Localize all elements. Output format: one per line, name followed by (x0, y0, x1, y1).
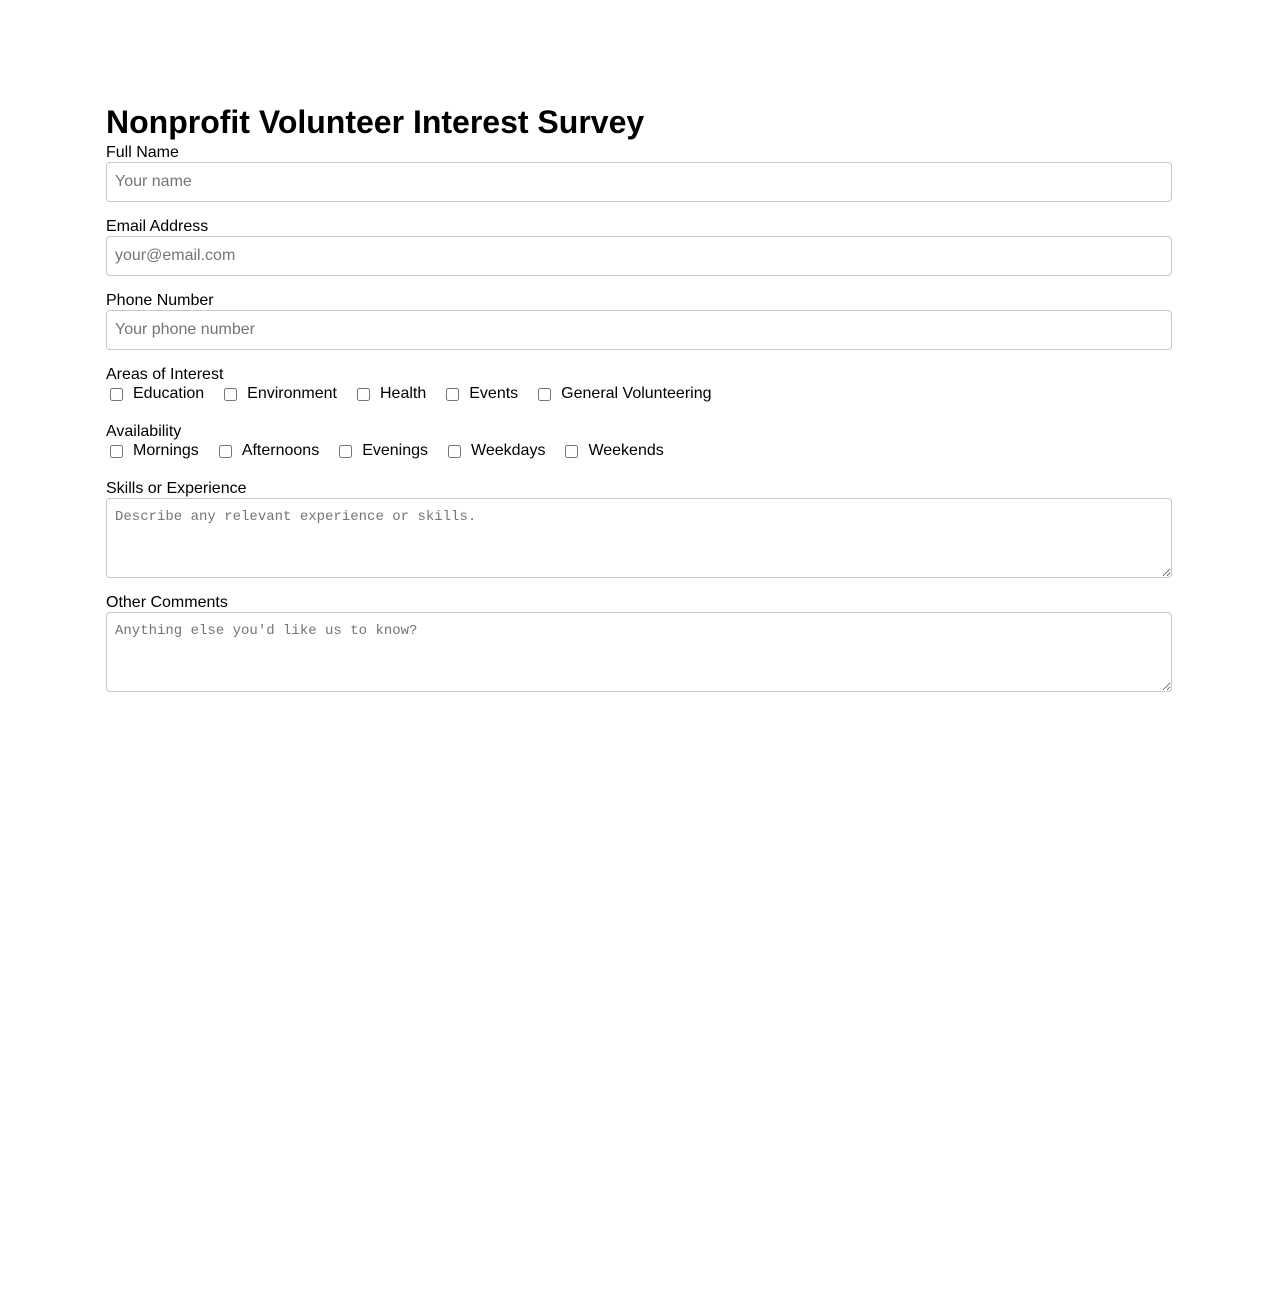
email-group (106, 218, 1172, 276)
skills-label: Skills or Experience (106, 480, 247, 497)
availability-weekends[interactable] (561, 442, 663, 460)
volunteer-survey-form (106, 144, 1172, 692)
interest-environment-label: Environment (247, 385, 337, 402)
interests-label: Areas of Interest (106, 366, 224, 383)
availability-label: Availability (106, 423, 182, 440)
availability-weekdays-checkbox[interactable] (448, 445, 461, 458)
interest-education-checkbox[interactable] (110, 388, 123, 401)
page-title: Nonprofit Volunteer Interest Survey (106, 104, 645, 140)
phone-input[interactable] (106, 310, 1172, 350)
availability-afternoons[interactable] (215, 442, 319, 460)
availability-weekends-checkbox[interactable] (565, 445, 578, 458)
skills-textarea[interactable] (106, 498, 1172, 578)
full-name-input[interactable] (106, 162, 1172, 202)
interest-health-checkbox[interactable] (357, 388, 370, 401)
availability-evenings-checkbox[interactable] (339, 445, 352, 458)
phone-label: Phone Number (106, 292, 214, 309)
comments-textarea[interactable] (106, 612, 1172, 692)
email-label: Email Address (106, 218, 209, 235)
interests-group (106, 366, 1172, 404)
email-input[interactable] (106, 236, 1172, 276)
availability-evenings-label: Evenings (362, 442, 429, 459)
availability-evenings[interactable] (335, 442, 428, 460)
comments-group (106, 594, 1172, 692)
availability-mornings[interactable] (106, 442, 199, 460)
availability-weekdays-label: Weekdays (471, 442, 546, 459)
interest-education-label: Education (133, 385, 205, 402)
interest-events-label: Events (469, 385, 519, 402)
interest-events-checkbox[interactable] (446, 388, 459, 401)
availability-afternoons-label: Afternoons (241, 442, 320, 459)
interest-events[interactable] (442, 385, 518, 403)
interests-options (106, 384, 1172, 404)
interest-general-volunteering-checkbox[interactable] (538, 388, 551, 401)
availability-weekends-label: Weekends (588, 442, 664, 459)
comments-label: Other Comments (106, 594, 228, 611)
availability-options (106, 441, 1172, 461)
availability-group (106, 423, 1172, 461)
interest-education[interactable] (106, 385, 204, 403)
full-name-label: Full Name (106, 144, 179, 161)
interest-environment[interactable] (220, 385, 337, 403)
availability-mornings-checkbox[interactable] (110, 445, 123, 458)
full-name-group (106, 144, 1172, 202)
interest-environment-checkbox[interactable] (224, 388, 237, 401)
interest-general-volunteering[interactable] (534, 385, 711, 403)
skills-group (106, 480, 1172, 578)
availability-afternoons-checkbox[interactable] (219, 445, 232, 458)
survey-container (106, 102, 1172, 708)
phone-group (106, 292, 1172, 350)
availability-mornings-label: Mornings (133, 442, 199, 459)
availability-weekdays[interactable] (444, 442, 545, 460)
interest-general-volunteering-label: General Volunteering (561, 385, 712, 402)
interest-health-label: Health (380, 385, 427, 402)
interest-health[interactable] (353, 385, 426, 403)
